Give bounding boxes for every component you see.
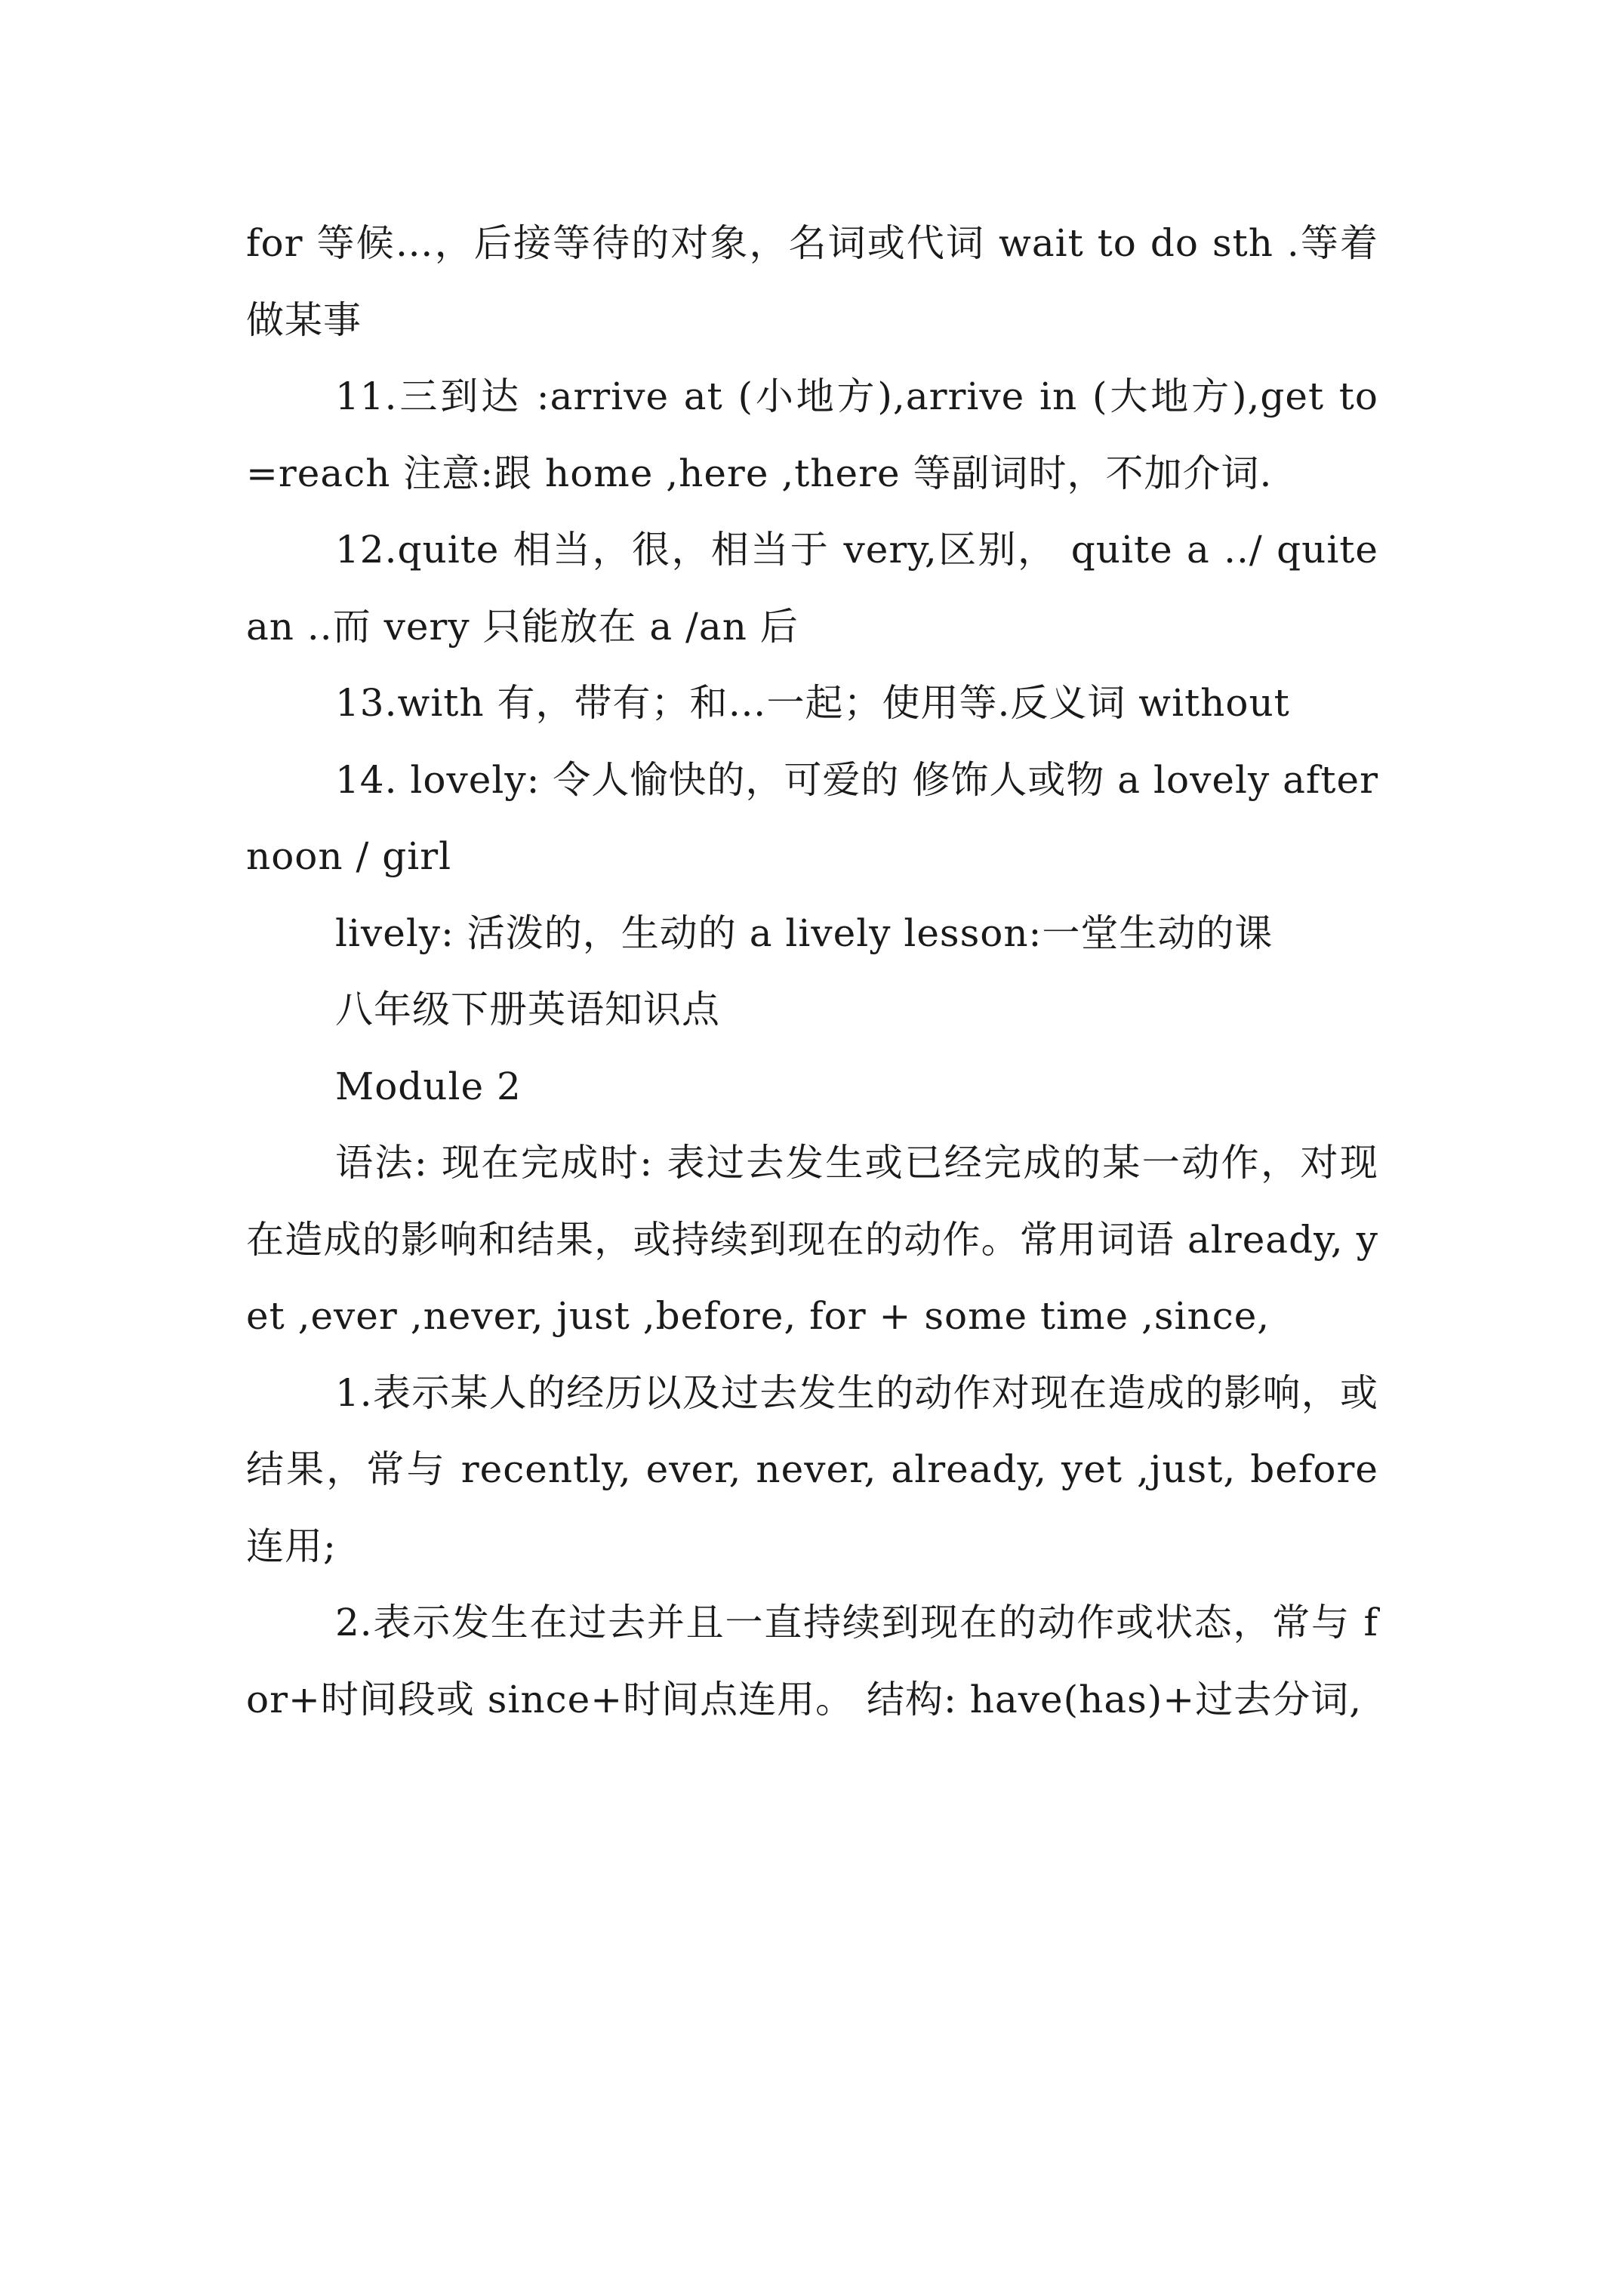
paragraph-usage-1: 1.表示某人的经历以及过去发生的动作对现在造成的影响，或结果，常与 recently, ever, never, already, yet ,just, before 连用; — [246, 1370, 1378, 1568]
paragraph-item-13: 13.with 有，带有；和…一起；使用等.反义词 without — [335, 681, 1290, 725]
paragraph-item-14: 14. lovely: 令人愉快的，可爱的 修饰人或物 a lovely afternoon / girl — [246, 757, 1378, 878]
paragraph-wait-for-note: for 等候…，后接等待的对象，名词或代词 wait to do sth .等着做某事 — [246, 221, 1378, 342]
document-body — [246, 205, 1378, 1738]
paragraph-usage-2: 2.表示发生在过去并且一直持续到现在的动作或状态，常与 for+时间段或 since+时间点连用。 结构: have(has)+过去分词, — [246, 1601, 1378, 1721]
paragraph-lively-note: lively: 活泼的，生动的 a lively lesson:一堂生动的课 — [335, 911, 1273, 955]
paragraph-grammar-intro: 语法: 现在完成时: 表过去发生或已经完成的某一动作，对现在造成的影响和结果，或持续到现在的动作。常用词语 already, yet ,ever ,never, just ,before, for + some time ,since, — [246, 1141, 1378, 1338]
module-heading: Module 2 — [335, 1064, 522, 1108]
paragraph-item-12: 12.quite 相当，很，相当于 very,区别， quite a ../ quite an ..而 very 只能放在 a /an 后 — [246, 528, 1378, 649]
paragraph-item-11: 11.三到达 :arrive at (小地方),arrive in (大地方),get to =reach 注意:跟 home ,here ,there 等副词时，不加介词. — [246, 374, 1378, 495]
section-heading: 八年级下册英语知识点 — [335, 988, 720, 1031]
